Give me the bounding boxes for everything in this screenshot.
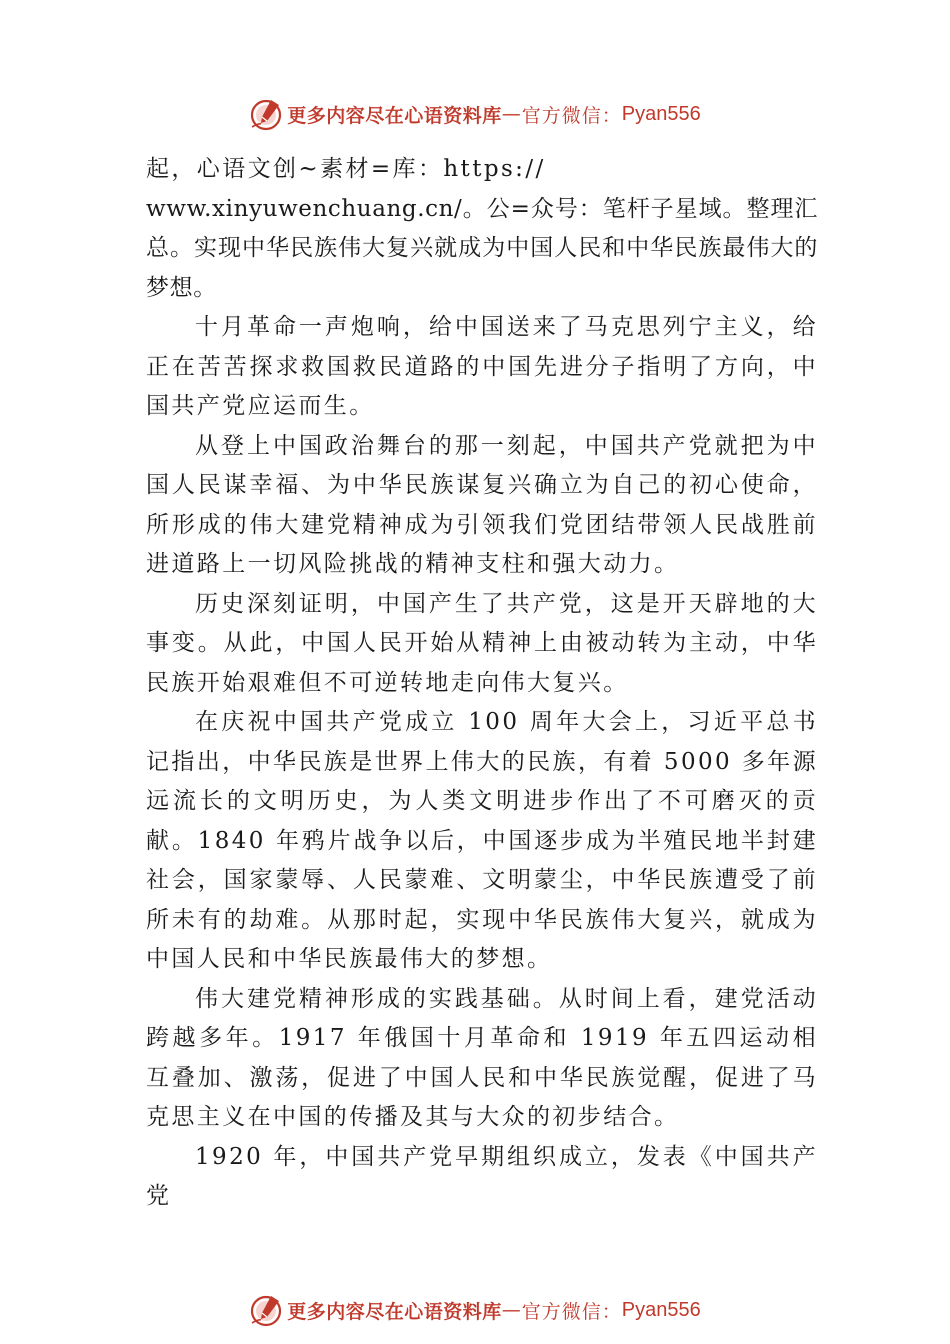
paragraph-4: 历史深刻证明，中国产生了共产党，这是开天辟地的大事变。从此，中国人民开始从精神上由被动转为主动，中华民族开始艰难但不可逆转地走向伟大复兴。 bbox=[146, 590, 818, 696]
paragraph-6: 伟大建党精神形成的实践基础。从时间上看，建党活动跨越多年。1917 年俄国十月革命和 1919 年五四运动相互叠加、激荡，促进了中国人民和中华民族觉醒，促进了马克思主义在中国的传播及其与大众的初步结合。 bbox=[146, 985, 818, 1130]
header-banner bbox=[0, 94, 950, 134]
pen-nib-icon bbox=[249, 1293, 283, 1327]
paragraph-1 bbox=[146, 150, 818, 308]
banner-dash: — bbox=[501, 103, 522, 125]
paragraph-1-line-1: 起，心语文创~素材=库：https:// bbox=[146, 156, 546, 182]
paragraph-1-line-2: www.xinyuwenchuang.cn/。公=众号：笔杆子星域。整理汇总。实现中华民族伟大复兴就成为中国人民和中华民族最伟大的梦想。 bbox=[146, 195, 818, 301]
paragraph-7: 1920 年，中国共产党早期组织成立，发表《中国共产党 bbox=[146, 1143, 818, 1209]
banner-wechat-label: 官方微信： bbox=[521, 1300, 622, 1323]
banner-wechat-id: Pyan556 bbox=[621, 102, 701, 125]
banner-title: 更多内容尽在心语资料库 bbox=[287, 104, 502, 127]
banner-dash: — bbox=[501, 1299, 522, 1321]
paragraph-3: 从登上中国政治舞台的那一刻起，中国共产党就把为中国人民谋幸福、为中华民族谋复兴确立为自己的初心使命， 所形成的伟大建党精神成为引领我们党团结带领人民战胜前进道路上一切风险挑战的精神支柱和强大动力。 bbox=[146, 432, 818, 577]
footer-banner bbox=[0, 1290, 950, 1330]
banner-wechat-label: 官方微信： bbox=[521, 104, 622, 127]
banner-wechat-id: Pyan556 bbox=[621, 1298, 701, 1321]
paragraph-5: 在庆祝中国共产党成立 100 周年大会上，习近平总书记指出，中华民族是世界上伟大的民族，有着 5000 多年源远流长的文明历史，为人类文明进步作出了不可磨灭的贡献。1840 年鸦片战争以后，中国逐步成为半殖民地半封建社会，国家蒙辱、人民蒙难、文明蒙尘，中华民族遭受了前所未有的劫难。从那时起，实现中华民族伟大复兴，就成为中国人民和中华民族最伟大的梦想。 bbox=[146, 709, 818, 972]
document-body bbox=[146, 150, 818, 1217]
paragraph-2: 十月革命一声炮响，给中国送来了马克思列宁主义，给正在苦苦探求救国救民道路的中国先进分子指明了方向，中国共产党应运而生。 bbox=[146, 314, 818, 419]
pen-nib-icon bbox=[249, 97, 283, 131]
banner-title: 更多内容尽在心语资料库 bbox=[287, 1300, 502, 1323]
